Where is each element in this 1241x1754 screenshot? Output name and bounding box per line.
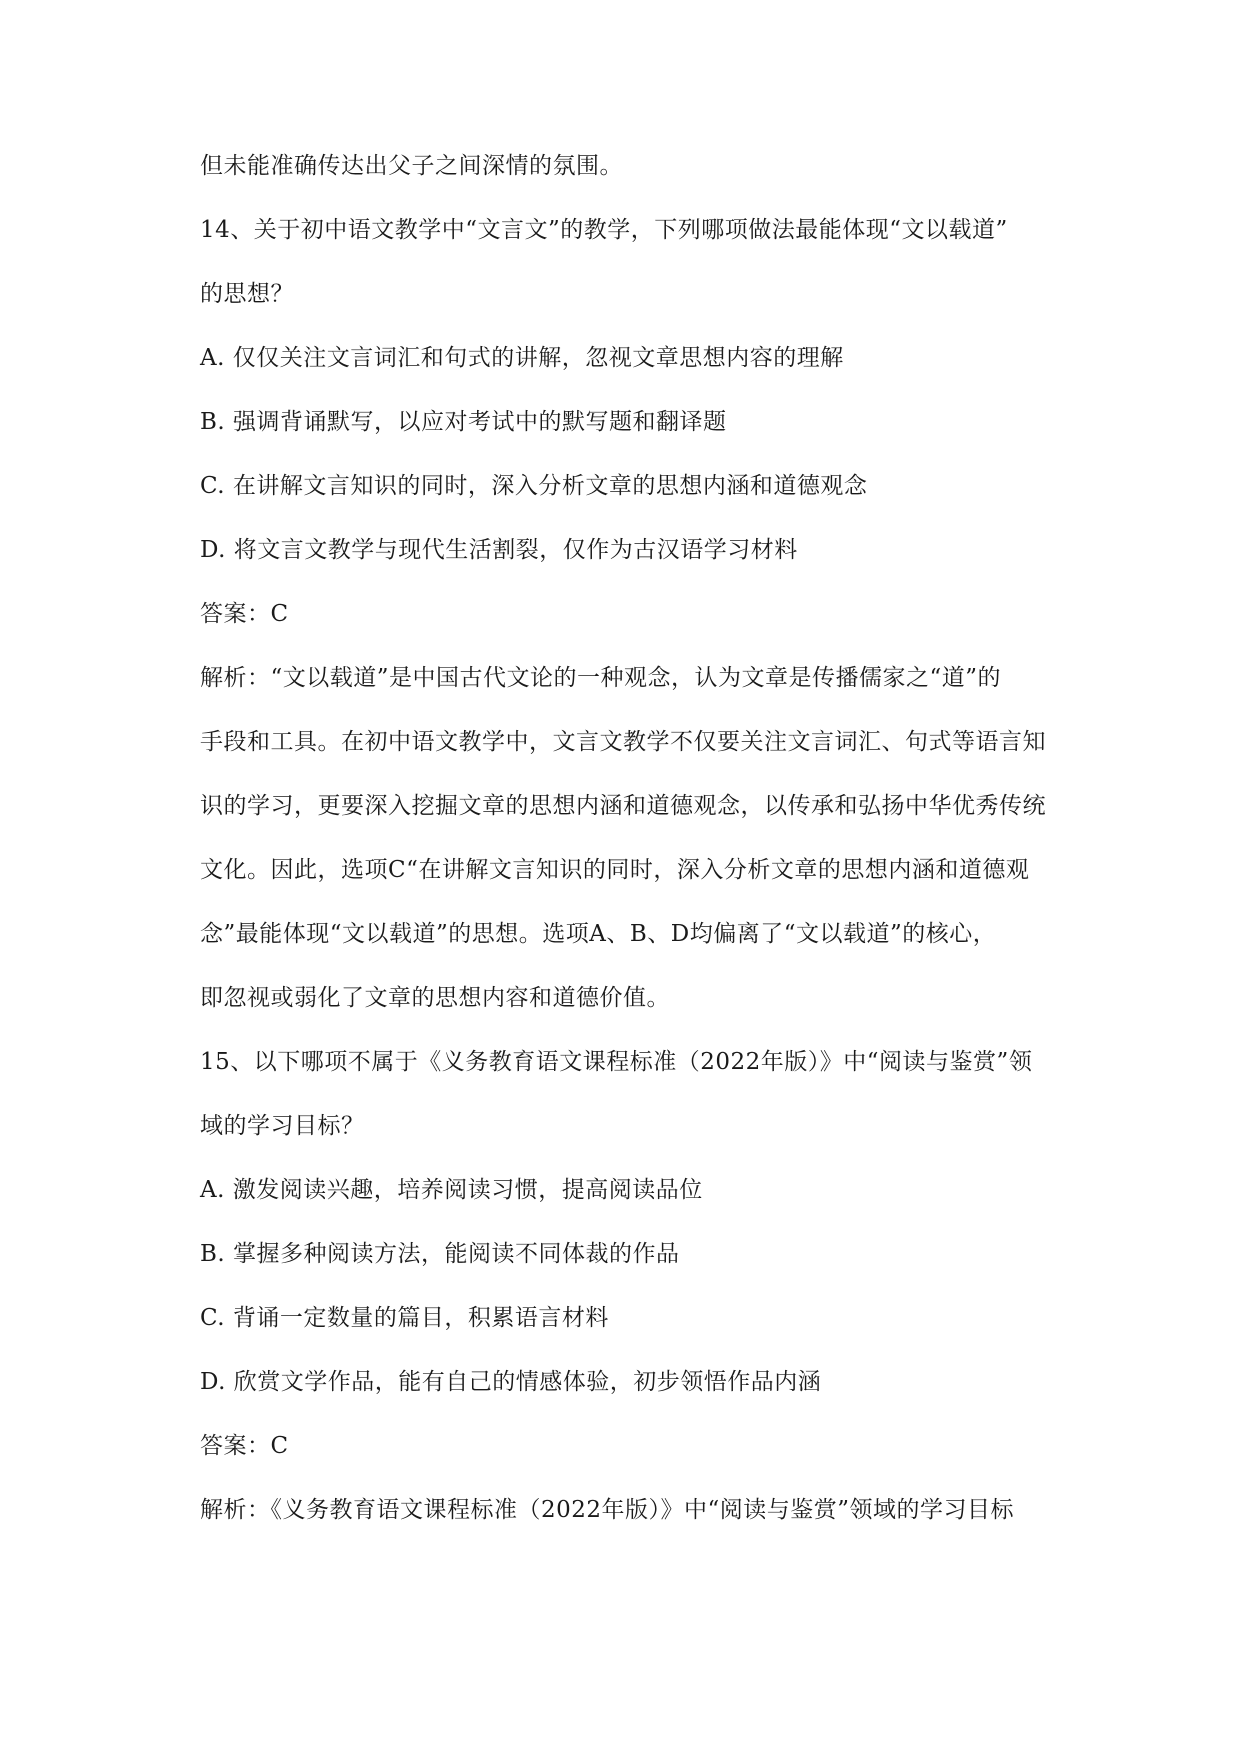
question-15-stem-cont: 域的学习目标？ (200, 1113, 365, 1139)
question-14-option-a: A. 仅仅关注文言词汇和句式的讲解，忽视文章思想内容的理解 (200, 345, 844, 371)
question-14-analysis: 解析：“文以载道”是中国古代文论的一种观念，认为文章是传播儒家之“道”的 (200, 665, 1002, 691)
question-14-answer: 答案：C (200, 601, 289, 627)
question-15-option-c: C. 背诵一定数量的篇目，积累语言材料 (200, 1305, 609, 1331)
question-14-option-d: D. 将文言文教学与现代生活割裂，仅作为古汉语学习材料 (200, 537, 798, 563)
question-15-option-d: D. 欣赏文学作品，能有自己的情感体验，初步领悟作品内涵 (200, 1369, 822, 1395)
question-15-analysis: 解析：《义务教育语文课程标准（2022年版）》中“阅读与鉴赏”领域的学习目标 (200, 1497, 1015, 1523)
question-15-answer: 答案：C (200, 1433, 289, 1459)
paragraph-line: 但未能准确传达出父子之间深情的氛围。 (200, 153, 623, 179)
question-14-analysis-cont: 念”最能体现“文以载道”的思想。选项A、B、D均偏离了“文以载道”的核心， (200, 921, 997, 947)
question-14-analysis-cont: 手段和工具。在初中语文教学中，文言文教学不仅要关注文言词汇、句式等语言知 (200, 729, 1046, 755)
question-15-option-a: A. 激发阅读兴趣，培养阅读习惯，提高阅读品位 (200, 1177, 703, 1203)
question-14-option-b: B. 强调背诵默写，以应对考试中的默写题和翻译题 (200, 409, 727, 435)
question-14-stem: 14、关于初中语文教学中“文言文”的教学，下列哪项做法最能体现“文以载道” (200, 217, 1008, 243)
question-15-option-b: B. 掌握多种阅读方法，能阅读不同体裁的作品 (200, 1241, 680, 1267)
question-14-analysis-cont: 识的学习，更要深入挖掘文章的思想内涵和道德观念，以传承和弘扬中华优秀传统 (200, 793, 1046, 819)
question-14-analysis-cont: 文化。因此，选项C“在讲解文言知识的同时，深入分析文章的思想内涵和道德观 (200, 857, 1030, 883)
question-14-option-c: C. 在讲解文言知识的同时，深入分析文章的思想内涵和道德观念 (200, 473, 868, 499)
question-14-stem-cont: 的思想？ (200, 281, 294, 307)
question-15-stem: 15、以下哪项不属于《义务教育语文课程标准（2022年版）》中“阅读与鉴赏”领 (200, 1049, 1033, 1075)
question-14-analysis-cont: 即忽视或弱化了文章的思想内容和道德价值。 (200, 985, 670, 1011)
